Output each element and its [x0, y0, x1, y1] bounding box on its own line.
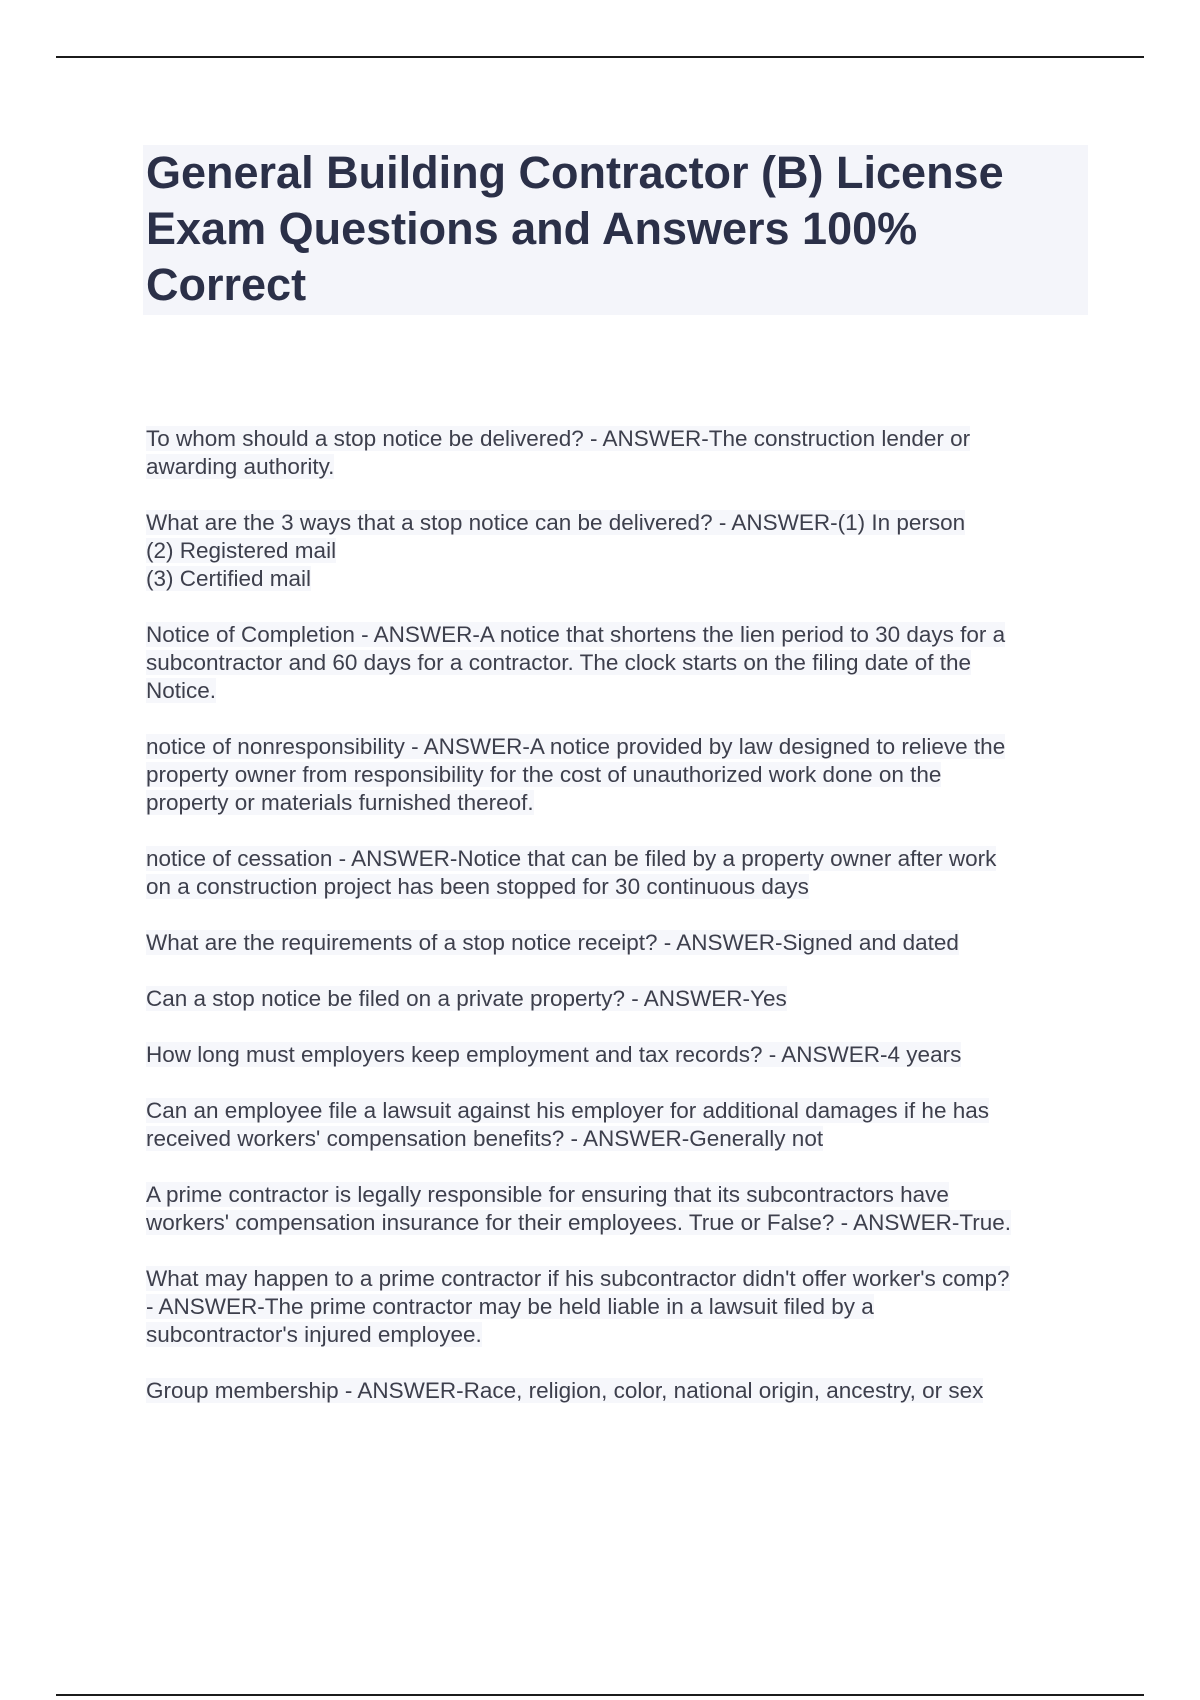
qa-item-5 — [146, 845, 1086, 901]
qa-text: What are the requirements of a stop notice receipt? - ANSWER-Signed and dated — [146, 930, 959, 955]
qa-item-2 — [146, 509, 1086, 593]
qa-item-6 — [146, 929, 1086, 957]
qa-text: Can an employee file a lawsuit against his employer for additional damages if he has received workers' compensation benefits? - ANSWER-Generally not — [146, 1098, 989, 1151]
qa-text: A prime contractor is legally responsible for ensuring that its subcontractors have workers' compensation insurance for their employees. True or False? - ANSWER-True. — [146, 1182, 1012, 1235]
qa-text: Group membership - ANSWER-Race, religion, color, national origin, ancestry, or sex — [146, 1378, 984, 1403]
qa-text: notice of nonresponsibility - ANSWER-A notice provided by law designed to relieve the property owner from responsibility for the cost of unauthorized work done on the property or materials furnished thereof. — [146, 734, 1006, 815]
bottom-rule — [56, 1694, 1144, 1696]
qa-item-8 — [146, 1041, 1086, 1069]
qa-text: What are the 3 ways that a stop notice can be delivered? - ANSWER-(1) In person (2) Registered mail (3) Certified mail — [146, 510, 966, 591]
qa-text: What may happen to a prime contractor if his subcontractor didn't offer worker's comp? - ANSWER-The prime contractor may be held liable in a lawsuit filed by a subcontractor's injured employee. — [146, 1266, 1010, 1347]
qa-item-12 — [146, 1377, 1086, 1405]
top-rule — [56, 56, 1144, 58]
qa-item-7 — [146, 985, 1086, 1013]
qa-item-1 — [146, 425, 1086, 481]
qa-text: Notice of Completion - ANSWER-A notice that shortens the lien period to 30 days for a subcontractor and 60 days for a contractor. The clock starts on the filing date of the Notice. — [146, 622, 1006, 703]
qa-item-9 — [146, 1097, 1086, 1153]
document-title: General Building Contractor (B) License Exam Questions and Answers 100% Correct — [146, 147, 1004, 310]
qa-text: notice of cessation - ANSWER-Notice that can be filed by a property owner after work on a construction project has been stopped for 30 continuous days — [146, 846, 997, 899]
qa-text: To whom should a stop notice be delivered? - ANSWER-The construction lender or awarding authority. — [146, 426, 971, 479]
qa-item-11 — [146, 1265, 1086, 1349]
qa-text: How long must employers keep employment and tax records? - ANSWER-4 years — [146, 1042, 962, 1067]
qa-item-3 — [146, 621, 1086, 705]
qa-item-4 — [146, 733, 1086, 817]
qa-list — [146, 425, 1086, 1433]
qa-text: Can a stop notice be filed on a private property? - ANSWER-Yes — [146, 986, 787, 1011]
qa-item-10 — [146, 1181, 1086, 1237]
